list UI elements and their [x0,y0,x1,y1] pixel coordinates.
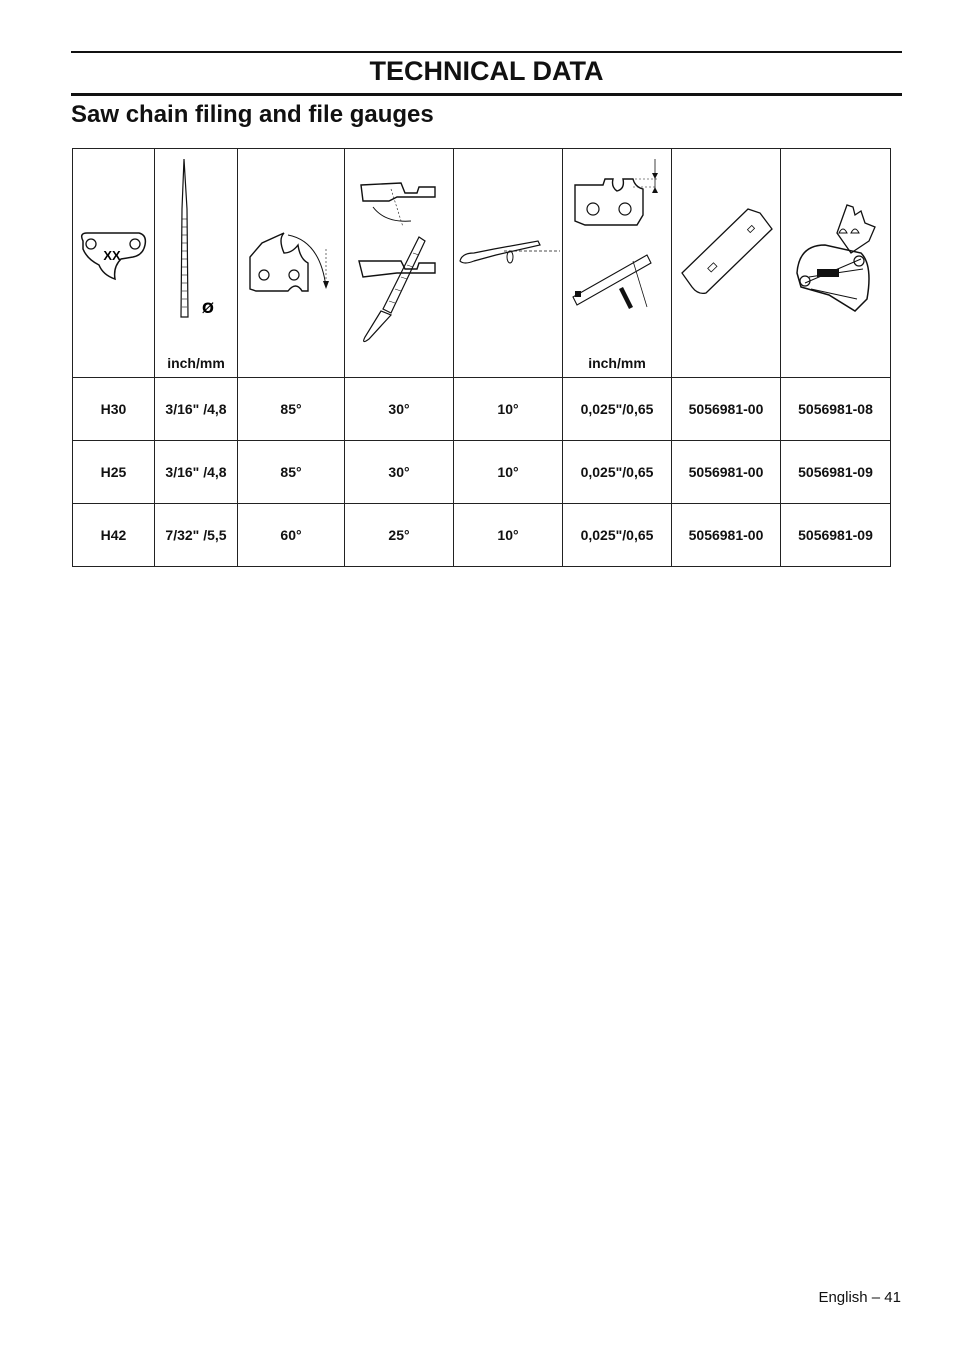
holder-part-number: 5056981-09 [781,441,891,504]
depth-setting: 0,025"/0,65 [563,378,672,441]
file-holder-cell [781,149,891,378]
top-plate-angle: 60° [238,504,345,567]
chain-id-cell [73,149,155,378]
file-angle: 30° [345,441,454,504]
diameter-symbol: Ø [202,301,214,317]
file-cell: 3/16" /4,8 [155,378,238,441]
file-holder-icon [781,149,891,377]
file-cell: 3/16" /4,8 [155,441,238,504]
holder-part-number: 5056981-08 [781,378,891,441]
bottom-rule [71,93,902,96]
chain-cell: H42 [73,504,155,567]
filing-spec-table [72,148,891,567]
tilt-angle-icon [454,149,563,377]
file-angle: 25° [345,504,454,567]
tilt-angle-cell [454,149,563,378]
top-plate-angle-icon [238,149,345,377]
tilt-angle: 10° [454,441,563,504]
depth-gauge-icon [563,149,672,377]
round-file-icon [155,149,238,377]
chain-cell: H25 [73,441,155,504]
holder-part-number: 5056981-09 [781,504,891,567]
page-number: English – 41 [818,1289,901,1306]
depth-unit-label: inch/mm [588,355,646,371]
top-plate-angle: 85° [238,378,345,441]
table-row [73,441,891,504]
file-cell: 7/32" /5,5 [155,504,238,567]
depth-setting: 0,025"/0,65 [563,504,672,567]
depth-gauge-tool-icon [672,149,781,377]
gauge-part-number: 5056981-00 [672,441,781,504]
tilt-angle: 10° [454,378,563,441]
table-row [73,378,891,441]
section-title: TECHNICAL DATA [369,56,604,86]
page-subtitle: Saw chain filing and file gauges [71,101,434,128]
top-rule [71,51,902,53]
top-plate-angle: 85° [238,441,345,504]
file-angle-cell [345,149,454,378]
chain-id-badge: XX [103,248,121,263]
chain-cell: H30 [73,378,155,441]
depth-gauge-cell [563,149,672,378]
top-plate-angle-cell [238,149,345,378]
tilt-angle: 10° [454,504,563,567]
gauge-part-number: 5056981-00 [672,504,781,567]
gauge-tool-cell [672,149,781,378]
file-unit-label: inch/mm [167,355,225,371]
table-row [73,504,891,567]
file-diameter-cell [155,149,238,378]
file-angle: 30° [345,378,454,441]
gauge-part-number: 5056981-00 [672,378,781,441]
illustration-row [73,149,891,378]
chain-link-id-icon [73,149,155,377]
depth-setting: 0,025"/0,65 [563,441,672,504]
file-angle-icon [345,149,454,377]
